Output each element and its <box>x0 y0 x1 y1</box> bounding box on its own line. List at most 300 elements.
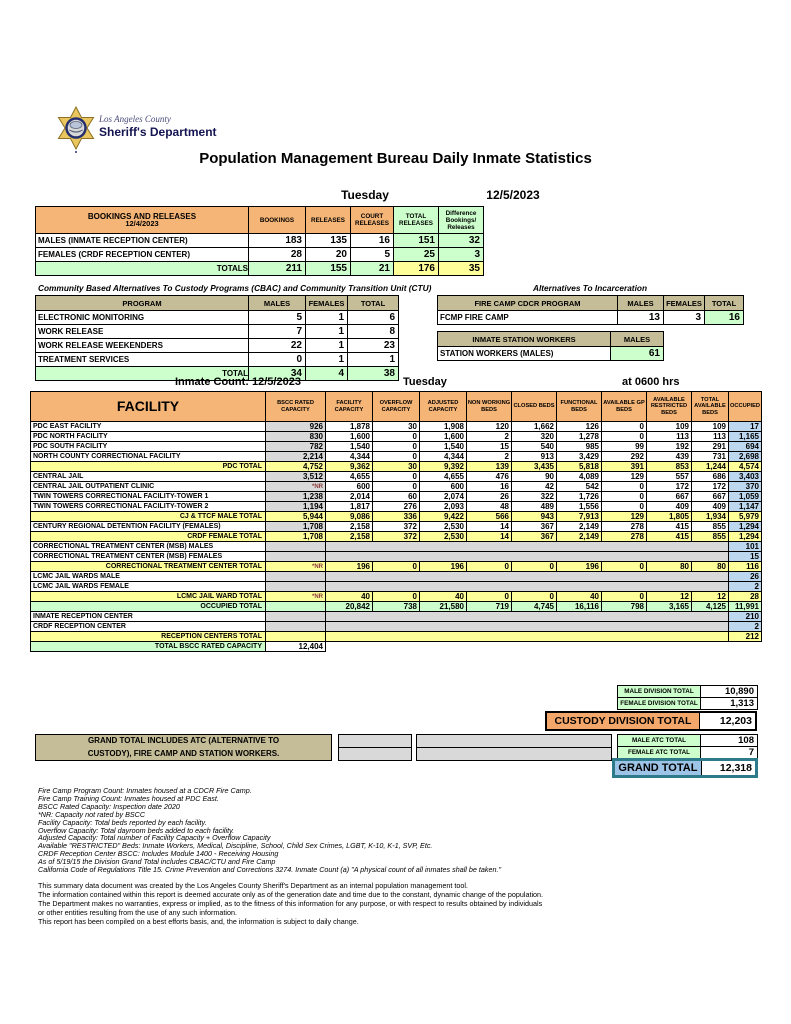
program-label: WORK RELEASE WEEKENDERS <box>36 339 249 353</box>
total-value: 943 <box>512 512 557 522</box>
value-cell: 0 <box>602 482 647 492</box>
facility-row <box>31 622 762 632</box>
custody-division-total-value: 12,203 <box>699 712 756 730</box>
value-cell: 291 <box>692 442 729 452</box>
col-adjusted-capacity: ADJUSTED CAPACITY <box>420 392 467 422</box>
value-cell: 28 <box>249 248 306 262</box>
value-cell: 667 <box>692 492 729 502</box>
value-cell: 830 <box>266 432 326 442</box>
total-label: RECEPTION CENTERS TOTAL <box>31 632 266 642</box>
total-value: 0 <box>512 562 557 572</box>
value-cell: 557 <box>647 472 692 482</box>
atc-empty-cell <box>416 734 612 748</box>
total-value: 12 <box>692 592 729 602</box>
total-value: 80 <box>647 562 692 572</box>
value-cell: 90 <box>512 472 557 482</box>
bookings-header-title: BOOKINGS AND RELEASES 12/4/2023 <box>36 207 249 234</box>
total-value: 0 <box>373 592 420 602</box>
facility-label: LCMC JAIL WARDS MALE <box>31 572 266 582</box>
col-available-gp-beds: AVAILABLE GP BEDS <box>602 392 647 422</box>
value-cell: 2,158 <box>326 522 373 532</box>
merged-empty-cell <box>326 582 729 592</box>
footnote-line: California Code of Regulations Title 15. Crime Prevention and Corrections 3274. Inmate Count (a) "A physical count of all inmates shall be taken." <box>38 865 502 875</box>
value-cell: 370 <box>729 482 762 492</box>
total-value: 196 <box>420 562 467 572</box>
cbac-row <box>36 311 399 325</box>
female-atc-total-value: 7 <box>701 747 758 759</box>
total-label: CORRECTIONAL TREATMENT CENTER TOTAL <box>31 562 266 572</box>
facility-label: NORTH COUNTY CORRECTIONAL FACILITY <box>31 452 266 462</box>
row-label: MALES (INMATE RECEPTION CENTER) <box>36 234 249 248</box>
station-row <box>438 347 664 361</box>
col-non-working-beds: NON WORKING BEDS <box>467 392 512 422</box>
totals-label: TOTALS <box>36 262 249 276</box>
value-cell: 1 <box>348 353 399 367</box>
value-cell: 2,093 <box>420 502 467 512</box>
occupied-cell: 2 <box>729 622 762 632</box>
totals-value: 176 <box>394 262 439 276</box>
value-cell: 320 <box>512 432 557 442</box>
value-cell: 1,540 <box>326 442 373 452</box>
value-cell: 1,726 <box>557 492 602 502</box>
station-workers-table <box>437 331 664 361</box>
facility-weekday-label: Tuesday <box>403 376 447 388</box>
col-available-restricted-beds: AVAILABLE RESTRICTED BEDS <box>647 392 692 422</box>
facility-label: PDC EAST FACILITY <box>31 422 266 432</box>
inmate-count-label: Inmate Count: 12/5/2023 <box>175 376 301 388</box>
station-header-row <box>438 332 664 347</box>
facility-label: TWIN TOWERS CORRECTIONAL FACILITY-TOWER 2 <box>31 502 266 512</box>
value-cell: 1,294 <box>729 522 762 532</box>
logo-dept-text: Sheriff's Department <box>99 125 217 139</box>
value-cell: 23 <box>348 339 399 353</box>
value-cell: 7 <box>249 325 306 339</box>
cbac-title: Community Based Alternatives To Custody Programs (CBAC) and Community Transition Unit (CTU) <box>38 283 432 293</box>
merged-empty-cell <box>326 572 729 582</box>
value-cell: 913 <box>512 452 557 462</box>
male-division-total-row <box>618 686 758 698</box>
footnote-line: Available "RESTRICTED" Beds: Inmate Workers, Medical, Discipline, School, Child Sex Crimes, LGBT, K-10, K-1, SVP, Etc. <box>38 841 433 851</box>
value-cell: 22 <box>249 339 306 353</box>
total-value: 278 <box>602 532 647 542</box>
empty-cell <box>266 572 326 582</box>
value-cell: 926 <box>266 422 326 432</box>
value-cell: 109 <box>692 422 729 432</box>
facility-row <box>31 582 762 592</box>
col-functional-beds: FUNCTIONAL BEDS <box>557 392 602 422</box>
value-cell: 32 <box>439 234 484 248</box>
value-cell: 0 <box>602 502 647 512</box>
facility-row <box>31 592 762 602</box>
occupied-total-value: 16,116 <box>557 602 602 612</box>
value-cell: 192 <box>647 442 692 452</box>
value-cell: 0 <box>602 422 647 432</box>
value-cell: 322 <box>512 492 557 502</box>
value-cell: 0 <box>373 482 420 492</box>
value-cell: 61 <box>611 347 664 361</box>
value-cell: 1,708 <box>266 522 326 532</box>
total-label: CRDF FEMALE TOTAL <box>31 532 266 542</box>
total-value: 853 <box>647 462 692 472</box>
atc-totals-table <box>617 734 758 759</box>
value-cell: 686 <box>692 472 729 482</box>
value-cell: 276 <box>373 502 420 512</box>
total-value: *NR <box>266 592 326 602</box>
total-value: 28 <box>729 592 762 602</box>
facility-row <box>31 612 762 622</box>
occupied-cell: 210 <box>729 612 762 622</box>
disclaimer-line: or other entities resulting from the use of any such information. <box>38 908 237 917</box>
value-cell: 1 <box>306 353 348 367</box>
value-cell: 600 <box>420 482 467 492</box>
occupied-total-value <box>266 602 326 612</box>
total-value: 1,244 <box>692 462 729 472</box>
value-cell: 4,344 <box>420 452 467 462</box>
total-value: 367 <box>512 532 557 542</box>
row-label: FEMALES (CRDF RECEPTION CENTER) <box>36 248 249 262</box>
total-value: 1,934 <box>692 512 729 522</box>
empty-cell <box>266 632 326 642</box>
cbac-table <box>35 295 399 381</box>
value-cell: 113 <box>692 432 729 442</box>
logo-county-text: Los Angeles County <box>99 114 171 124</box>
cbac-row <box>36 353 399 367</box>
value-cell: 120 <box>467 422 512 432</box>
value-cell: 1 <box>306 339 348 353</box>
value-cell: 409 <box>692 502 729 512</box>
male-division-total-value: 10,890 <box>701 686 758 698</box>
col-males: MALES <box>618 296 664 311</box>
occupied-cell: 2 <box>729 582 762 592</box>
row-label: STATION WORKERS (MALES) <box>438 347 611 361</box>
value-cell: 17 <box>729 422 762 432</box>
col-difference: Difference Bookings/ Releases <box>439 207 484 234</box>
occupied-cell: 212 <box>729 632 762 642</box>
occupied-cell: 15 <box>729 552 762 562</box>
custody-division-total-label: CUSTODY DIVISION TOTAL <box>546 712 699 730</box>
col-total: TOTAL <box>348 296 399 311</box>
occupied-total-value: 21,580 <box>420 602 467 612</box>
value-cell: 600 <box>326 482 373 492</box>
value-cell: 540 <box>512 442 557 452</box>
col-bookings: BOOKINGS <box>249 207 306 234</box>
value-cell: 782 <box>266 442 326 452</box>
total-value: 80 <box>692 562 729 572</box>
col-closed-beds: CLOSED BEDS <box>512 392 557 422</box>
total-value: 9,362 <box>326 462 373 472</box>
value-cell: 3 <box>439 248 484 262</box>
facility-row <box>31 462 762 472</box>
value-cell: 0 <box>373 472 420 482</box>
value-cell: 172 <box>692 482 729 492</box>
bscc-total-label: TOTAL BSCC RATED CAPACITY <box>31 642 266 652</box>
empty-cell <box>266 612 326 622</box>
value-cell: 1,817 <box>326 502 373 512</box>
total-value: 116 <box>729 562 762 572</box>
occupied-total-value: 4,125 <box>692 602 729 612</box>
total-value: 0 <box>373 562 420 572</box>
total-value: 4,574 <box>729 462 762 472</box>
firecamp-row <box>438 311 744 325</box>
value-cell: 367 <box>512 522 557 532</box>
facility-row <box>31 572 762 582</box>
total-value: 0 <box>602 562 647 572</box>
footnote-line: Facility Capacity: Total beds reported by each facility. <box>38 817 207 827</box>
female-atc-total-row <box>618 747 758 759</box>
facility-label: CORRECTIONAL TREATMENT CENTER (MSB) MALES <box>31 542 266 552</box>
grand-total-value: 12,318 <box>701 760 756 777</box>
total-label: PDC TOTAL <box>31 462 266 472</box>
total-value: 5,979 <box>729 512 762 522</box>
total-value: 139 <box>467 462 512 472</box>
custody-division-total <box>545 711 757 731</box>
atc-empty-cell <box>338 747 412 761</box>
col-releases: RELEASES <box>306 207 351 234</box>
facility-label: CORRECTIONAL TREATMENT CENTER (MSB) FEMALES <box>31 552 266 562</box>
value-cell: 1,556 <box>557 502 602 512</box>
total-value: 2,158 <box>326 532 373 542</box>
station-header: INMATE STATION WORKERS <box>438 332 611 347</box>
value-cell: 415 <box>647 522 692 532</box>
empty-cell <box>266 582 326 592</box>
bscc-total-value: 12,404 <box>266 642 326 652</box>
firecamp-table <box>437 295 744 325</box>
facility-label: CENTRAL JAIL <box>31 472 266 482</box>
value-cell: 135 <box>306 234 351 248</box>
total-label: TOTAL <box>36 367 249 381</box>
total-value: 3,435 <box>512 462 557 472</box>
footnote-line: *NR: Capacity not rated by BSCC <box>38 809 146 819</box>
value-cell: 372 <box>373 522 420 532</box>
grand-total-note-line1: GRAND TOTAL INCLUDES ATC (ALTERNATIVE TO <box>87 736 280 745</box>
occupied-total-value: 3,165 <box>647 602 692 612</box>
value-cell: 0 <box>602 492 647 502</box>
total-value: 1,805 <box>647 512 692 522</box>
value-cell: 409 <box>647 502 692 512</box>
merged-empty-cell <box>326 612 729 622</box>
facility-row <box>31 642 762 652</box>
facility-row <box>31 472 762 482</box>
occupied-total-value: 738 <box>373 602 420 612</box>
total-value: 7,913 <box>557 512 602 522</box>
value-cell: 1,238 <box>266 492 326 502</box>
value-cell: 2,014 <box>326 492 373 502</box>
facility-label: INMATE RECEPTION CENTER <box>31 612 266 622</box>
bookings-totals-row <box>36 262 484 276</box>
alternatives-title: Alternatives To Incarceration <box>532 283 648 293</box>
total-value: 391 <box>602 462 647 472</box>
footnote-line: Overflow Capacity: Total dayroom beds added to each facility. <box>38 825 235 835</box>
total-value: 9,392 <box>420 462 467 472</box>
grand-total-row <box>614 760 757 777</box>
col-total: TOTAL <box>705 296 744 311</box>
value-cell: 855 <box>692 522 729 532</box>
value-cell: 42 <box>512 482 557 492</box>
merged-empty-cell <box>326 632 729 642</box>
grand-total-note <box>35 734 332 761</box>
value-cell: 113 <box>647 432 692 442</box>
value-cell: 5 <box>249 311 306 325</box>
value-cell: 15 <box>467 442 512 452</box>
facility-row <box>31 422 762 432</box>
value-cell: 16 <box>467 482 512 492</box>
facility-label: CENTRAL JAIL OUTPATIENT CLINIC <box>31 482 266 492</box>
grand-total-note-line2: CUSTODY), FIRE CAMP AND STATION WORKERS. <box>87 748 280 758</box>
merged-empty-cell <box>326 552 729 562</box>
total-value: 0 <box>467 562 512 572</box>
disclaimer-line: The Department makes no warranties, express or implied, as to the fitness of this information for any purpose, or with respect to results obtained by individuals <box>38 899 543 908</box>
value-cell: 3,512 <box>266 472 326 482</box>
bookings-table <box>35 206 484 276</box>
disclaimer <box>38 881 543 926</box>
total-value: 0 <box>467 592 512 602</box>
value-cell: 1 <box>306 325 348 339</box>
occupied-cell: 101 <box>729 542 762 552</box>
total-value: 566 <box>467 512 512 522</box>
division-totals-table <box>617 685 758 710</box>
footnote-line: BSCC Rated Capacity: Inspection date 2020 <box>38 801 180 811</box>
totals-value: 211 <box>249 262 306 276</box>
value-cell: 1,662 <box>512 422 557 432</box>
total-value: 2,530 <box>420 532 467 542</box>
value-cell: 48 <box>467 502 512 512</box>
col-facility-capacity: FACILITY CAPACITY <box>326 392 373 422</box>
value-cell: 489 <box>512 502 557 512</box>
facility-label: TWIN TOWERS CORRECTIONAL FACILITY-TOWER 1 <box>31 492 266 502</box>
footnote-line: CRDF Reception Center BSCC: Includes Module 1400 - Receiving Housing <box>38 849 279 859</box>
value-cell: 8 <box>348 325 399 339</box>
value-cell: 4,089 <box>557 472 602 482</box>
value-cell: 1,059 <box>729 492 762 502</box>
occupied-total-value: 20,842 <box>326 602 373 612</box>
merged-empty-cell <box>326 542 729 552</box>
facility-row <box>31 542 762 552</box>
total-value: 40 <box>326 592 373 602</box>
total-value: 4,752 <box>266 462 326 472</box>
total-value: 372 <box>373 532 420 542</box>
total-value: 30 <box>373 462 420 472</box>
facility-row <box>31 502 762 512</box>
col-overflow-capacity: OVERFLOW CAPACITY <box>373 392 420 422</box>
value-cell: 4,655 <box>326 472 373 482</box>
empty-cell <box>266 542 326 552</box>
value-cell: 14 <box>467 522 512 532</box>
female-division-total-value: 1,313 <box>701 698 758 710</box>
value-cell: 439 <box>647 452 692 462</box>
value-cell: 694 <box>729 442 762 452</box>
total-value: 5,818 <box>557 462 602 472</box>
col-total-available-beds: TOTAL AVAILABLE BEDS <box>692 392 729 422</box>
value-cell: 0 <box>373 452 420 462</box>
value-cell: 183 <box>249 234 306 248</box>
col-occupied: OCCUPIED <box>729 392 762 422</box>
empty-cell <box>266 552 326 562</box>
total-value: 855 <box>692 532 729 542</box>
value-cell: 26 <box>467 492 512 502</box>
facility-row <box>31 452 762 462</box>
cbac-row <box>36 325 399 339</box>
col-bscc-rated-capacity: BSCC RATED CAPACITY <box>266 392 326 422</box>
female-division-total-label: FEMALE DIVISION TOTAL <box>618 698 701 710</box>
value-cell: 731 <box>692 452 729 462</box>
date-label: 12/5/2023 <box>486 188 540 202</box>
value-cell: 172 <box>647 482 692 492</box>
value-cell: 1,600 <box>326 432 373 442</box>
atc-empty-cell <box>416 747 612 761</box>
total-value: 12 <box>647 592 692 602</box>
grand-total-table <box>612 758 758 778</box>
value-cell: 1,147 <box>729 502 762 512</box>
value-cell: 667 <box>647 492 692 502</box>
program-label: ELECTRONIC MONITORING <box>36 311 249 325</box>
value-cell: 292 <box>602 452 647 462</box>
disclaimer-line: This summary data document was created by the Los Angeles County Sheriff's Department as an internal population management tool. <box>38 881 468 890</box>
occupied-total-label: OCCUPIED TOTAL <box>31 602 266 612</box>
facility-row <box>31 532 762 542</box>
total-value: 336 <box>373 512 420 522</box>
empty-cell <box>266 622 326 632</box>
total-value: 5,944 <box>266 512 326 522</box>
total-value: 34 <box>249 367 306 381</box>
value-cell: 2,149 <box>557 522 602 532</box>
value-cell: 13 <box>618 311 664 325</box>
value-cell: 2 <box>467 452 512 462</box>
value-cell: 1,540 <box>420 442 467 452</box>
total-value: 196 <box>326 562 373 572</box>
value-cell: 0 <box>373 442 420 452</box>
value-cell: 2,074 <box>420 492 467 502</box>
occupied-cell: 26 <box>729 572 762 582</box>
bookings-row <box>36 234 484 248</box>
facility-row <box>31 552 762 562</box>
value-cell: 0 <box>602 432 647 442</box>
facility-row <box>31 492 762 502</box>
total-value: 0 <box>602 592 647 602</box>
occupied-total-value: 4,745 <box>512 602 557 612</box>
facility-label: LCMC JAIL WARDS FEMALE <box>31 582 266 592</box>
value-cell: 99 <box>602 442 647 452</box>
value-cell: 985 <box>557 442 602 452</box>
total-value: 415 <box>647 532 692 542</box>
value-cell: 129 <box>602 472 647 482</box>
bookings-header-row <box>36 207 484 234</box>
facility-row <box>31 602 762 612</box>
value-cell: 126 <box>557 422 602 432</box>
value-cell: 5 <box>351 248 394 262</box>
value-cell: 4,655 <box>420 472 467 482</box>
footnotes <box>38 787 501 874</box>
total-value: 1,294 <box>729 532 762 542</box>
total-label: CJ & TTCF MALE TOTAL <box>31 512 266 522</box>
value-cell: 1 <box>306 311 348 325</box>
total-value: 129 <box>602 512 647 522</box>
total-value: 40 <box>557 592 602 602</box>
col-program: PROGRAM <box>36 296 249 311</box>
col-females: FEMALES <box>664 296 705 311</box>
value-cell: 1,600 <box>420 432 467 442</box>
spacer-cell <box>326 642 762 652</box>
col-males: MALES <box>611 332 664 347</box>
facility-row <box>31 442 762 452</box>
total-value: 14 <box>467 532 512 542</box>
value-cell: 60 <box>373 492 420 502</box>
value-cell: 20 <box>306 248 351 262</box>
totals-value: 155 <box>306 262 351 276</box>
col-court-releases: COURT RELEASES <box>351 207 394 234</box>
value-cell: 30 <box>373 422 420 432</box>
value-cell: 1,278 <box>557 432 602 442</box>
occupied-total-value: 11,991 <box>729 602 762 612</box>
